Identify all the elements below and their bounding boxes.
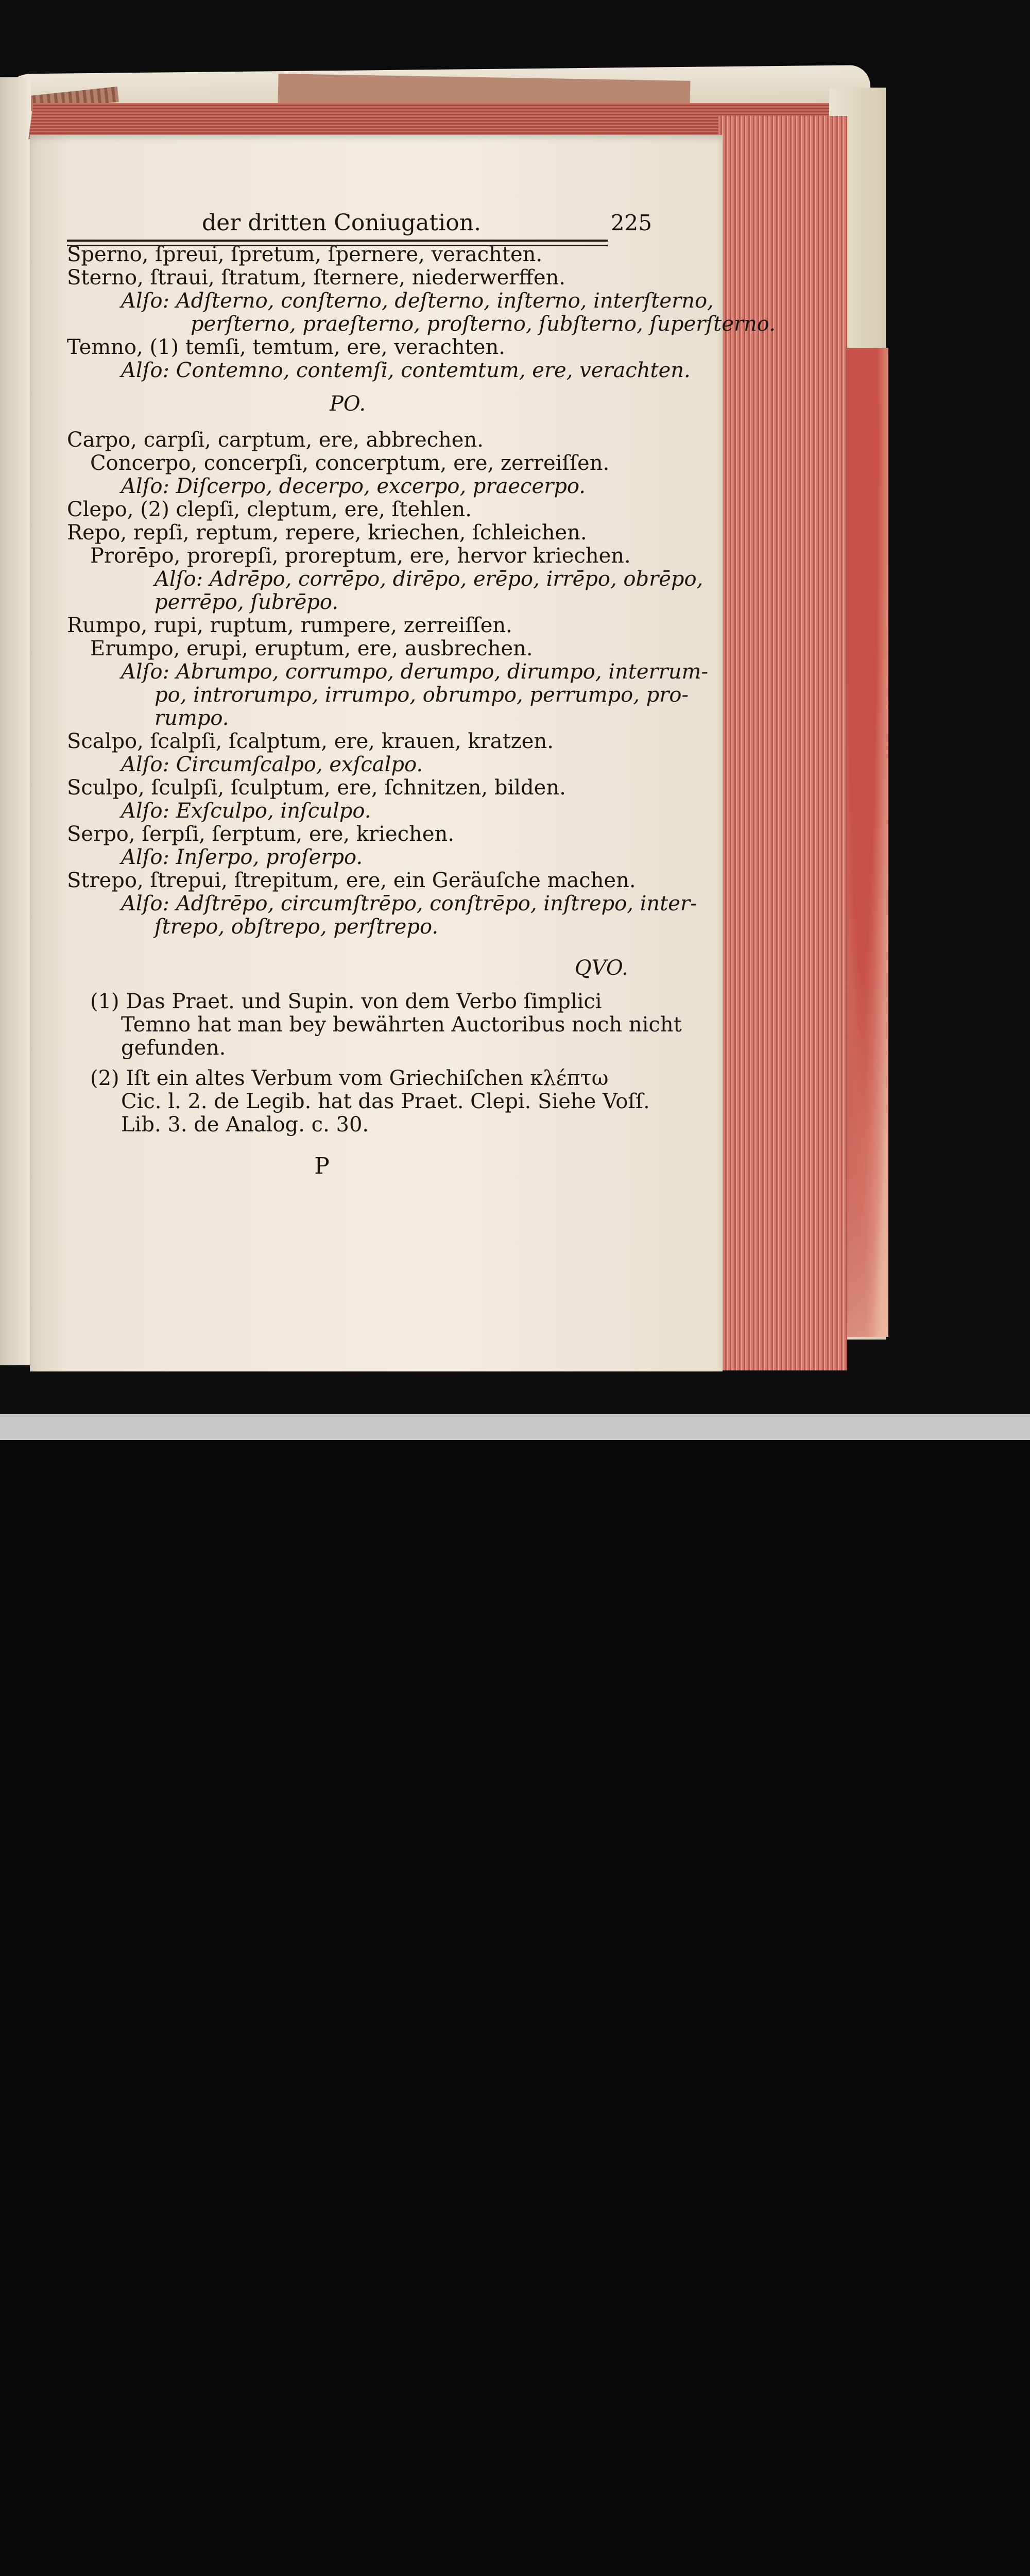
entry-line: Sterno, ſtraui, ſtratum, ſternere, niederwerffen. — [67, 266, 565, 290]
marbled-endpaper — [845, 348, 888, 1337]
entry-line: Alſo: Adrēpo, corrēpo, dirēpo, erēpo, irrēpo, obrēpo, — [154, 567, 703, 591]
red-fore-edge — [718, 116, 847, 1370]
footnote-line: Cic. l. 2. de Legib. hat das Praet. Clepi. Siehe Voſſ. — [121, 1090, 650, 1113]
entry-line: Prorēpo, prorepſi, proreptum, ere, hervor kriechen. — [90, 544, 631, 568]
left-page-edge — [0, 77, 31, 1365]
header-rule — [67, 240, 608, 246]
footnote-line: gefunden. — [121, 1036, 226, 1060]
entry-line: Serpo, ſerpſi, ſerptum, ere, kriechen. — [67, 822, 454, 846]
entry-line: Sperno, ſpreui, ſpretum, ſpernere, verachten. — [67, 243, 543, 266]
top-page-edges — [28, 103, 837, 139]
footnote-line: (2) Iſt ein altes Verbum vom Griechiſchen κλέπτω — [90, 1066, 609, 1090]
entry-line: Alſo: Exſculpo, inſculpo. — [121, 799, 371, 823]
entry-line: Concerpo, concerpſi, concerptum, ere, zerreiſſen. — [90, 451, 610, 475]
entry-line: Scalpo, ſcalpſi, ſcalptum, ere, krauen, kratzen. — [67, 730, 554, 753]
footnotes — [67, 990, 682, 1137]
entry-line: Alſo: Adſterno, conſterno, deſterno, inſterno, interſterno, — [121, 289, 714, 313]
entry-line: Sculpo, ſculpſi, ſculptum, ere, ſchnitzen, bilden. — [67, 776, 566, 800]
entry-line: Alſo: Adſtrēpo, circumſtrēpo, conſtrēpo, inſtrepo, inter- — [121, 892, 697, 916]
entry-line: Alſo: Circumſcalpo, exſcalpo. — [121, 753, 423, 776]
footnote-line: (1) Das Praet. und Supin. von dem Verbo ſimplici — [90, 990, 602, 1013]
signature-mark: P — [314, 1153, 330, 1179]
entry-line: Carpo, carpſi, carptum, ere, abbrechen. — [67, 428, 484, 452]
catchword: QVO. — [574, 956, 628, 980]
entry-line: Alſo: Contemno, contemſi, contemtum, ere, verachten. — [121, 359, 691, 382]
entry-line: Alſo: Diſcerpo, decerpo, excerpo, praecerpo. — [121, 474, 586, 498]
running-title: der dritten Coniugation. — [202, 210, 482, 236]
entry-line: Rumpo, rupi, ruptum, rumpere, zerreiſſen. — [67, 614, 512, 637]
entries-po — [67, 428, 708, 939]
entry-line: Repo, repſi, reptum, repere, kriechen, ſchleichen. — [67, 521, 587, 545]
entry-line: ſtrepo, obſtrepo, perſtrepo. — [154, 915, 439, 939]
entry-line: Erumpo, erupi, eruptum, ere, ausbrechen. — [90, 637, 533, 660]
footnote — [67, 1066, 650, 1137]
entry-line: perrēpo, ſubrēpo. — [154, 590, 338, 614]
footnote-line: Lib. 3. de Analog. c. 30. — [121, 1113, 369, 1137]
page-number: 225 — [610, 210, 652, 235]
entry-line: rumpo. — [154, 706, 229, 730]
running-header — [67, 210, 652, 243]
section-heading: PO. — [329, 392, 366, 416]
footnote — [67, 990, 682, 1060]
entry-line: Alſo: Inſerpo, proſerpo. — [121, 845, 363, 869]
footnote-line: Temno hat man bey bewährten Auctoribus noch nicht — [121, 1013, 682, 1037]
entry-line: perſterno, praeſterno, proſterno, ſubſterno, ſuperſterno. — [191, 312, 776, 336]
entry-line: Clepo, (2) clepſi, cleptum, ere, ſtehlen. — [67, 498, 472, 521]
entry-line: Alſo: Abrumpo, corrumpo, derumpo, dirumpo, interrum- — [121, 660, 708, 684]
entry-line: Strepo, ſtrepui, ſtrepitum, ere, ein Geräuſche machen. — [67, 869, 636, 892]
viewer-footer-bar — [0, 1414, 1030, 1440]
entries-mo — [67, 243, 776, 382]
entry-line: po, introrumpo, irrumpo, obrumpo, perrumpo, pro- — [154, 683, 689, 707]
page-text — [67, 210, 776, 1179]
entry-line: Temno, (1) temſi, temtum, ere, verachten. — [67, 335, 505, 359]
